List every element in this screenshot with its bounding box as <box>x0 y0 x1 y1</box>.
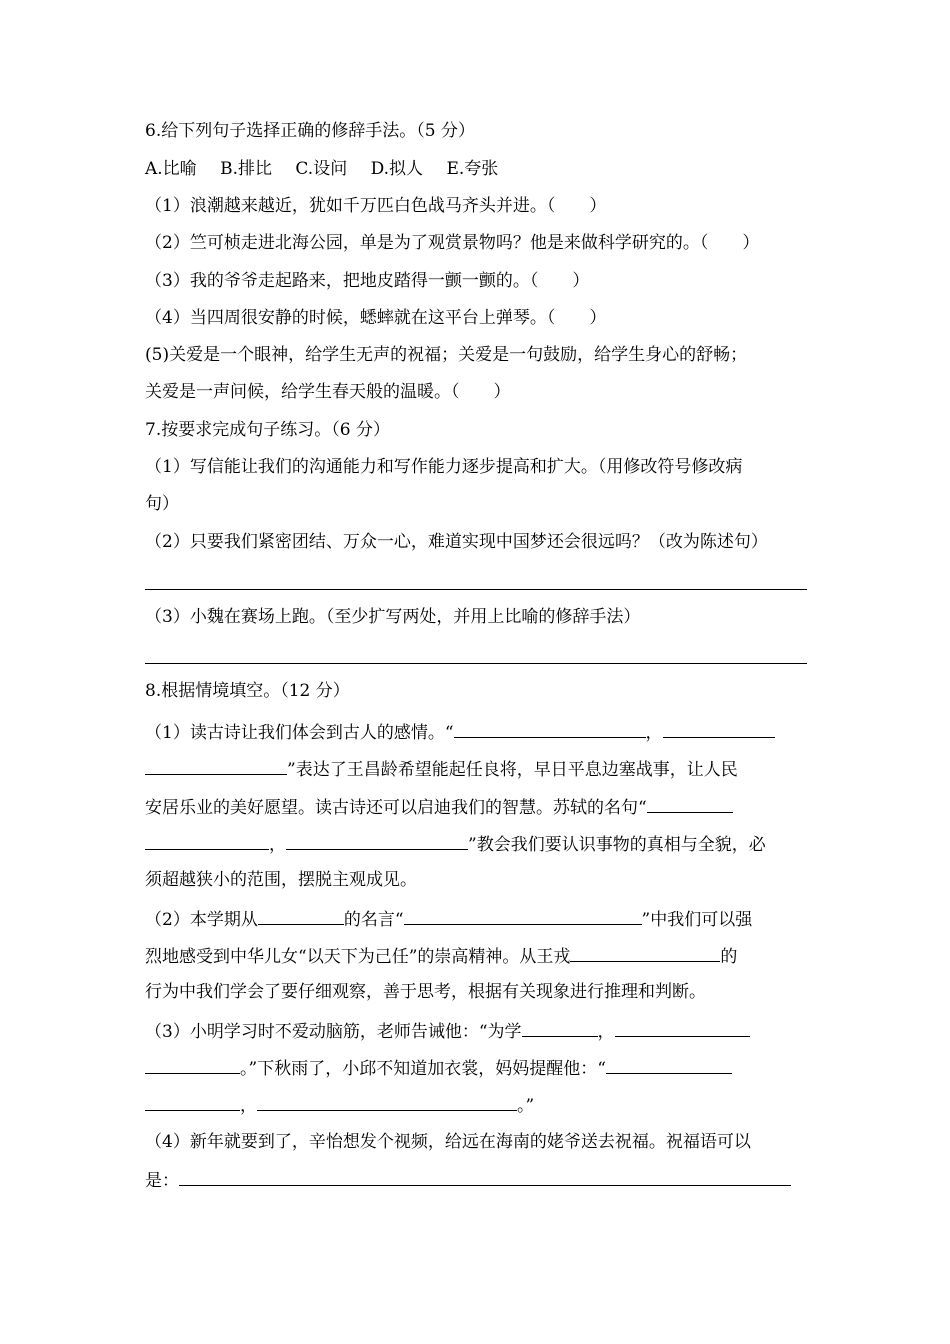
fill-blank[interactable] <box>257 1092 517 1111</box>
option-a: A.比喻 <box>145 159 197 179</box>
fill-blank[interactable] <box>258 906 344 925</box>
q6-item-5-line2: 关爱是一声问候，给学生春天般的温暖。（ ） <box>145 382 511 402</box>
q7-item-1-line1: （1）写信能让我们的沟通能力和写作能力逐步提高和扩大。（用修改符号修改病 <box>145 457 743 477</box>
q7-item-2: （2）只要我们紧密团结、万众一心，难道实现中国梦还会很远吗？（改为陈述句） <box>145 532 768 552</box>
q8-p2-line1 <box>145 906 815 932</box>
q6-item-5-line1: (5)关爱是一个眼神，给学生无声的祝福；关爱是一句鼓励，给学生身心的舒畅； <box>145 345 748 365</box>
q8-p2-line3: 行为中我们学会了要仔细观察，善于思考，根据有关现象进行推理和判断。 <box>145 982 706 1002</box>
option-b: B.排比 <box>220 159 272 179</box>
fill-blank[interactable] <box>522 1018 598 1037</box>
q8-p1-line4 <box>145 831 815 857</box>
fill-blank[interactable] <box>145 1055 240 1074</box>
q8-p1-line1 <box>145 719 815 745</box>
fill-blank[interactable] <box>286 831 468 850</box>
q8-p3-line2 <box>145 1055 815 1081</box>
q6-item-4: （4）当四周很安静的时候，蟋蟀就在这平台上弹琴。（ ） <box>145 308 607 328</box>
answer-line-q7-3[interactable] <box>145 663 807 664</box>
q6-item-3: （3）我的爷爷走起路来，把地皮踏得一颤一颤的。（ ） <box>145 271 590 291</box>
q8-p1-line3 <box>145 794 815 820</box>
fill-blank[interactable] <box>647 794 733 813</box>
fill-blank[interactable] <box>570 943 720 962</box>
option-e: E.夸张 <box>446 159 499 179</box>
text: ”教会我们要认识事物的真相与全貌，必 <box>468 835 766 855</box>
q6-title: 6.给下列句子选择正确的修辞手法。（5 分） <box>145 121 475 141</box>
fill-blank[interactable] <box>663 719 775 738</box>
text: ”表达了王昌龄希望能起任良将，早日平息边塞战事，让人民 <box>287 760 738 780</box>
text: ， <box>240 1096 257 1116</box>
q8-p3-line3 <box>145 1092 815 1118</box>
text: ”中我们可以强 <box>641 910 753 930</box>
q6-options <box>145 157 815 181</box>
text: ， <box>645 723 663 743</box>
q7-title: 7.按要求完成句子练习。（6 分） <box>145 420 390 440</box>
option-c: C.设问 <box>295 159 348 179</box>
fill-blank[interactable] <box>179 1167 791 1186</box>
q8-p1-line2 <box>145 756 815 782</box>
q8-p1-line5: 须超越狭小的范围，摆脱主观成见。 <box>145 870 417 890</box>
fill-blank[interactable] <box>454 719 646 738</box>
q6-item-2: （2）竺可桢走进北海公园，单是为了观赏景物吗？他是来做科学研究的。（ ） <box>145 233 760 253</box>
text: 是： <box>145 1171 179 1191</box>
text: ， <box>597 1022 615 1042</box>
text: 。” <box>517 1096 535 1116</box>
text: 。”下秋雨了，小邱不知道加衣裳，妈妈提醒他：“ <box>240 1059 606 1079</box>
fill-blank[interactable] <box>606 1055 732 1074</box>
text: （2）本学期从 <box>145 910 258 930</box>
text: 的 <box>720 947 738 967</box>
fill-blank[interactable] <box>615 1018 750 1037</box>
fill-blank[interactable] <box>145 1092 240 1111</box>
q8-p4-line1: （4）新年就要到了，辛怡想发个视频，给远在海南的姥爷送去祝福。祝福语可以 <box>145 1132 751 1152</box>
text: （1）读古诗让我们体会到古人的感情。“ <box>145 723 454 743</box>
fill-blank[interactable] <box>404 906 642 925</box>
q8-p3-line1 <box>145 1018 815 1044</box>
fill-blank[interactable] <box>145 756 287 775</box>
text: ， <box>269 835 286 855</box>
option-d: D.拟人 <box>370 159 424 179</box>
q6-item-1: （1）浪潮越来越近，犹如千万匹白色战马齐头并进。（ ） <box>145 196 607 216</box>
text: 烈地感受到中华儿女“以天下为己任”的崇高精神。从王戎 <box>145 947 571 967</box>
fill-blank[interactable] <box>145 831 269 850</box>
q7-item-1-line2: 句） <box>145 494 179 514</box>
text: 安居乐业的美好愿望。读古诗还可以启迪我们的智慧。苏轼的名句“ <box>145 798 647 818</box>
text: 的名言“ <box>343 910 404 930</box>
q7-item-3: （3）小魏在赛场上跑。（至少扩写两处，并用上比喻的修辞手法） <box>145 607 641 627</box>
q8-title: 8.根据情境填空。（12 分） <box>145 681 350 701</box>
answer-line-q7-2[interactable] <box>145 589 807 590</box>
text: （3）小明学习时不爱动脑筋，老师告诫他：“为学 <box>145 1022 522 1042</box>
q8-p2-line2 <box>145 943 815 969</box>
q8-p4-line2 <box>145 1167 815 1193</box>
